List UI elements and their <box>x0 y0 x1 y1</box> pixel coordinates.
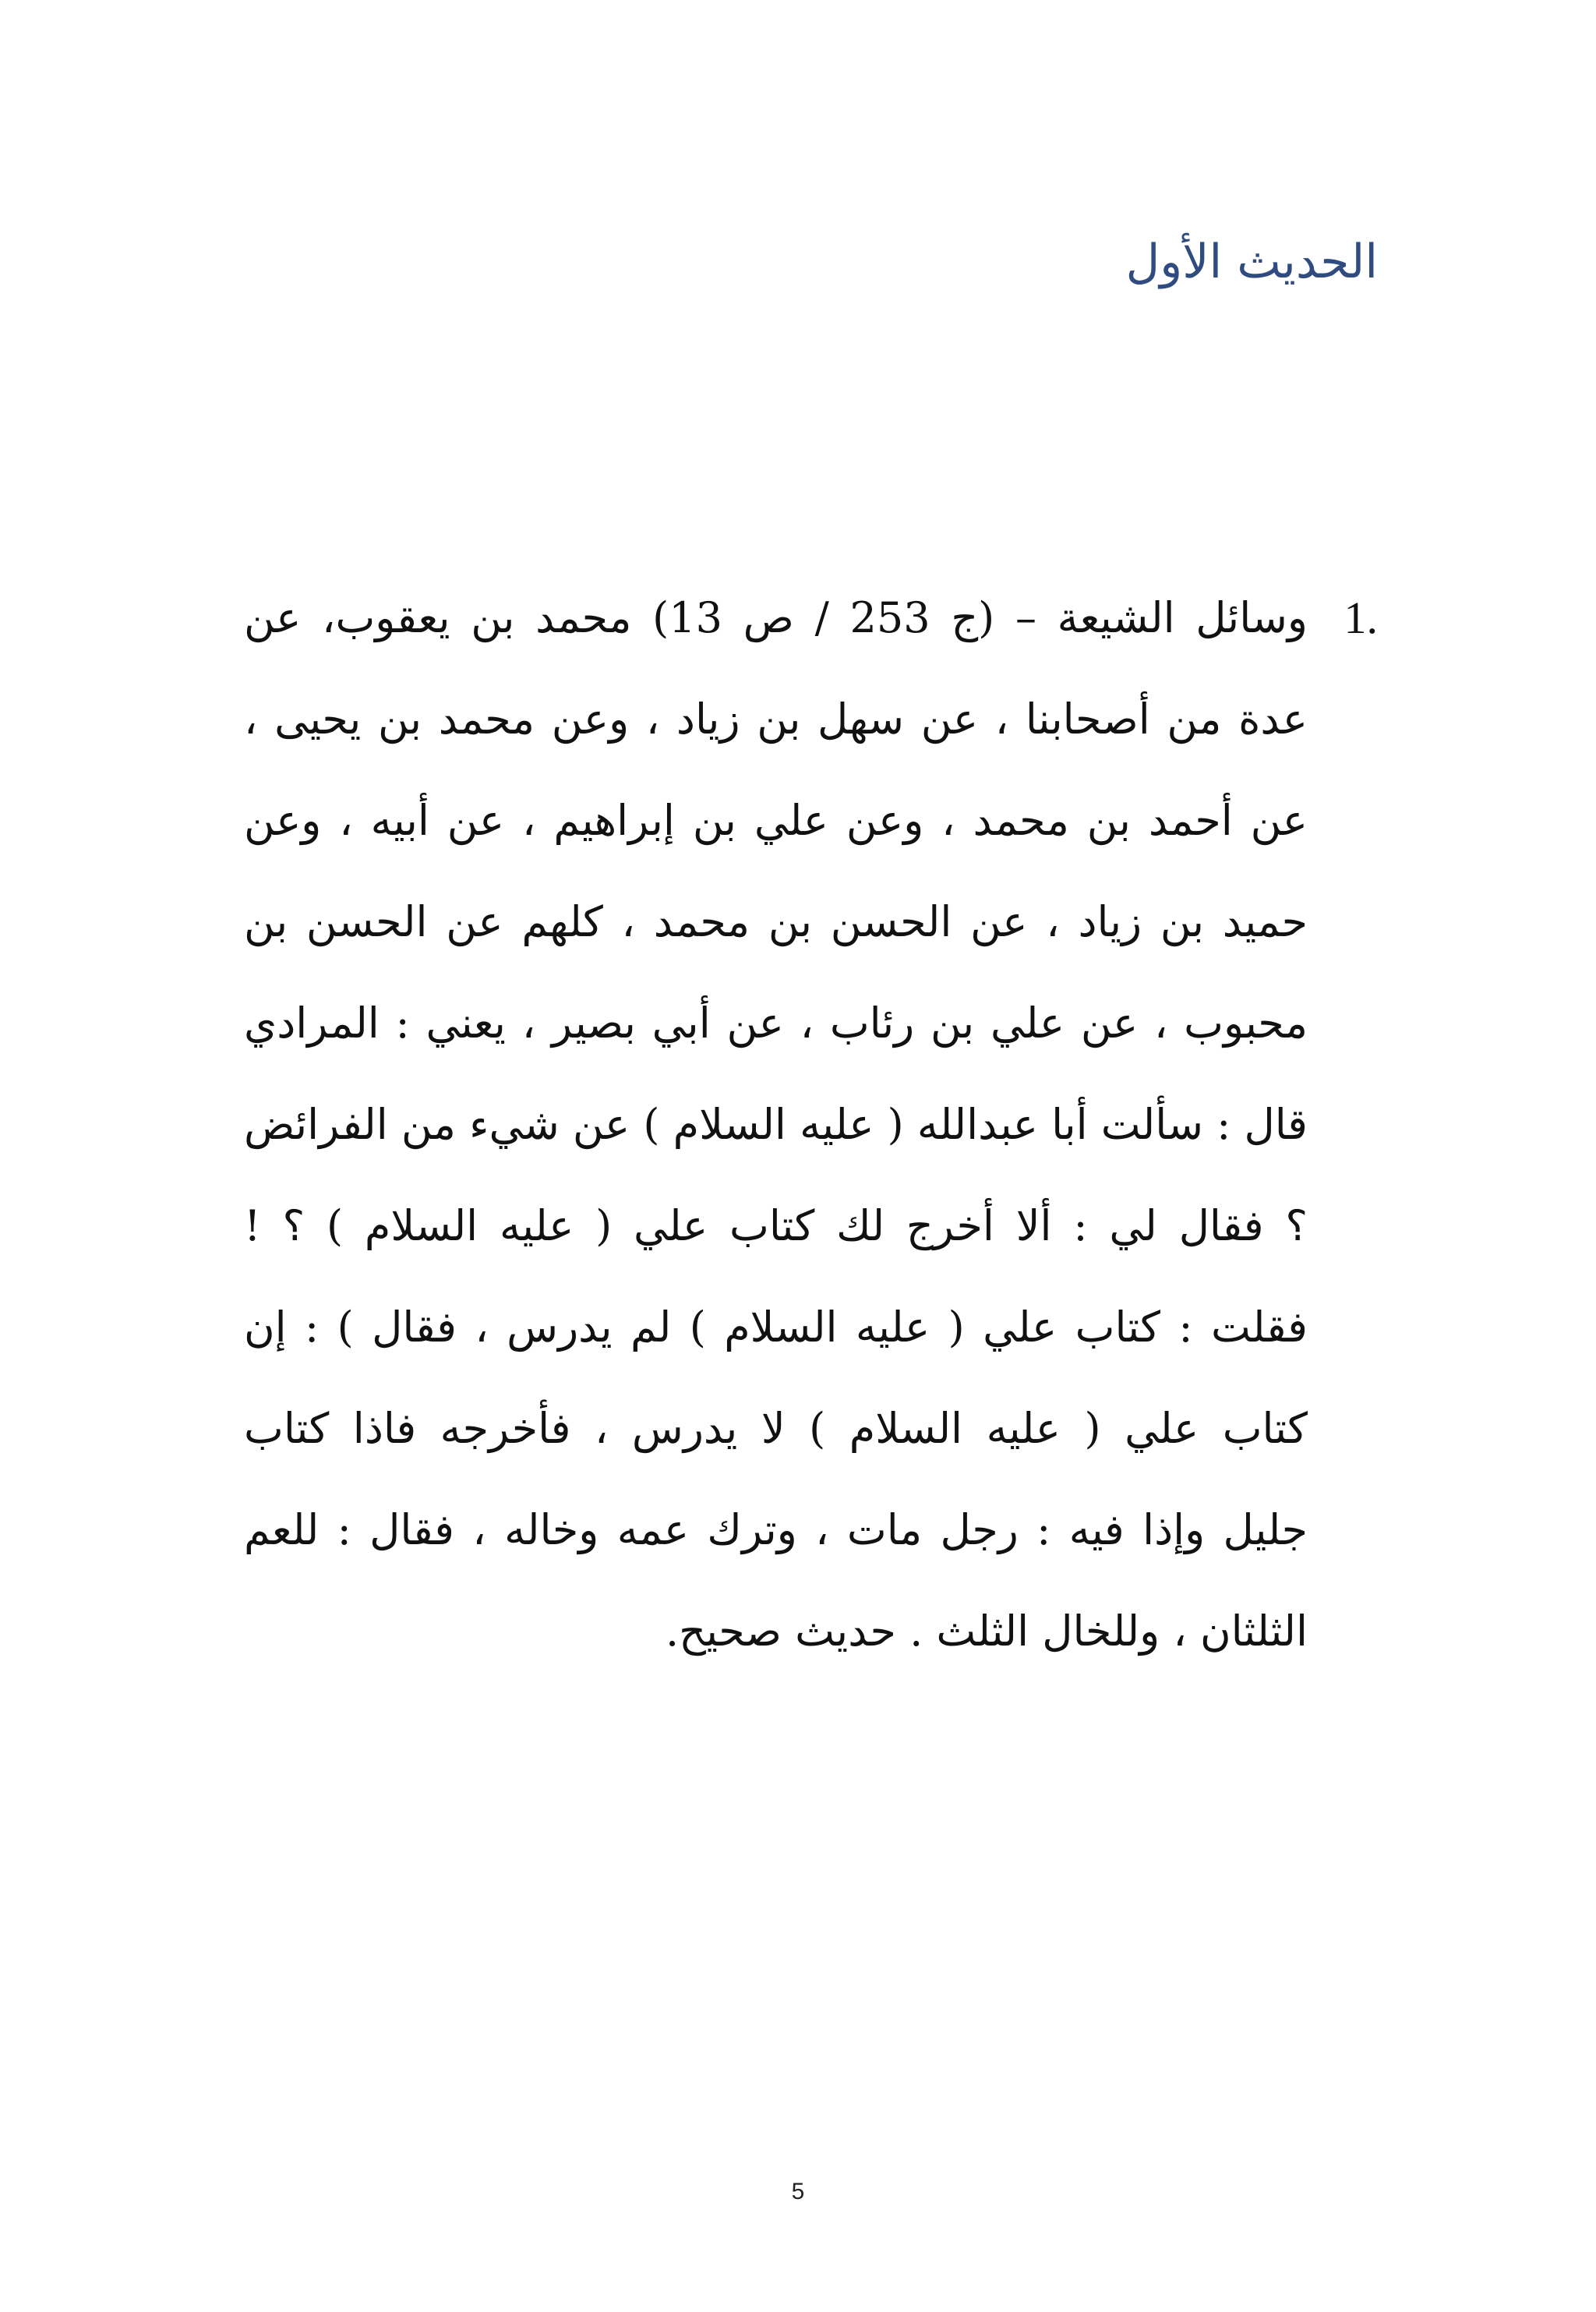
text-line: كتاب علي ( عليه السلام ) لا يدرس ، فأخرجه فاذا كتاب <box>243 1404 1308 1453</box>
text-line: وسائل الشيعة – (ج 253 / ص 13) محمد بن يعقوب، عن <box>243 593 1308 642</box>
text-line: محبوب ، عن علي بن رئاب ، عن أبي بصير ، يعني : المرادي <box>243 999 1308 1048</box>
hadith-text <box>244 567 1308 1682</box>
text-line: قال : سألت أبا عبدالله ( عليه السلام ) عن شيء من الفرائض <box>243 1100 1308 1149</box>
text-line: عدة من أصحابنا ، عن سهل بن زياد ، وعن محمد بن يحيى ، <box>243 695 1308 744</box>
hadith-item-row <box>243 567 1378 1682</box>
text-line: ؟ فقال لي : ألا أخرج لك كتاب علي ( عليه السلام ) ؟ ! <box>243 1201 1308 1250</box>
page-number: 5 <box>791 2179 805 2204</box>
hadith-item <box>243 567 1378 1682</box>
text-line: فقلت : كتاب علي ( عليه السلام ) لم يدرس ، فقال ) : إن <box>243 1303 1308 1352</box>
section-heading: الحديث الأول <box>1125 235 1378 289</box>
text-line: جليل وإذا فيه : رجل مات ، وترك عمه وخاله ، فقال : للعم <box>243 1505 1308 1554</box>
text-line: عن أحمد بن محمد ، وعن علي بن إبراهيم ، عن أبيه ، وعن <box>243 796 1308 845</box>
list-item-number: 1. <box>1344 592 1378 643</box>
text-line: حميد بن زياد ، عن الحسن بن محمد ، كلهم عن الحسن بن <box>243 897 1308 946</box>
text-line: الثلثان ، وللخال الثلث . حديث صحيح. <box>665 1607 1308 1656</box>
